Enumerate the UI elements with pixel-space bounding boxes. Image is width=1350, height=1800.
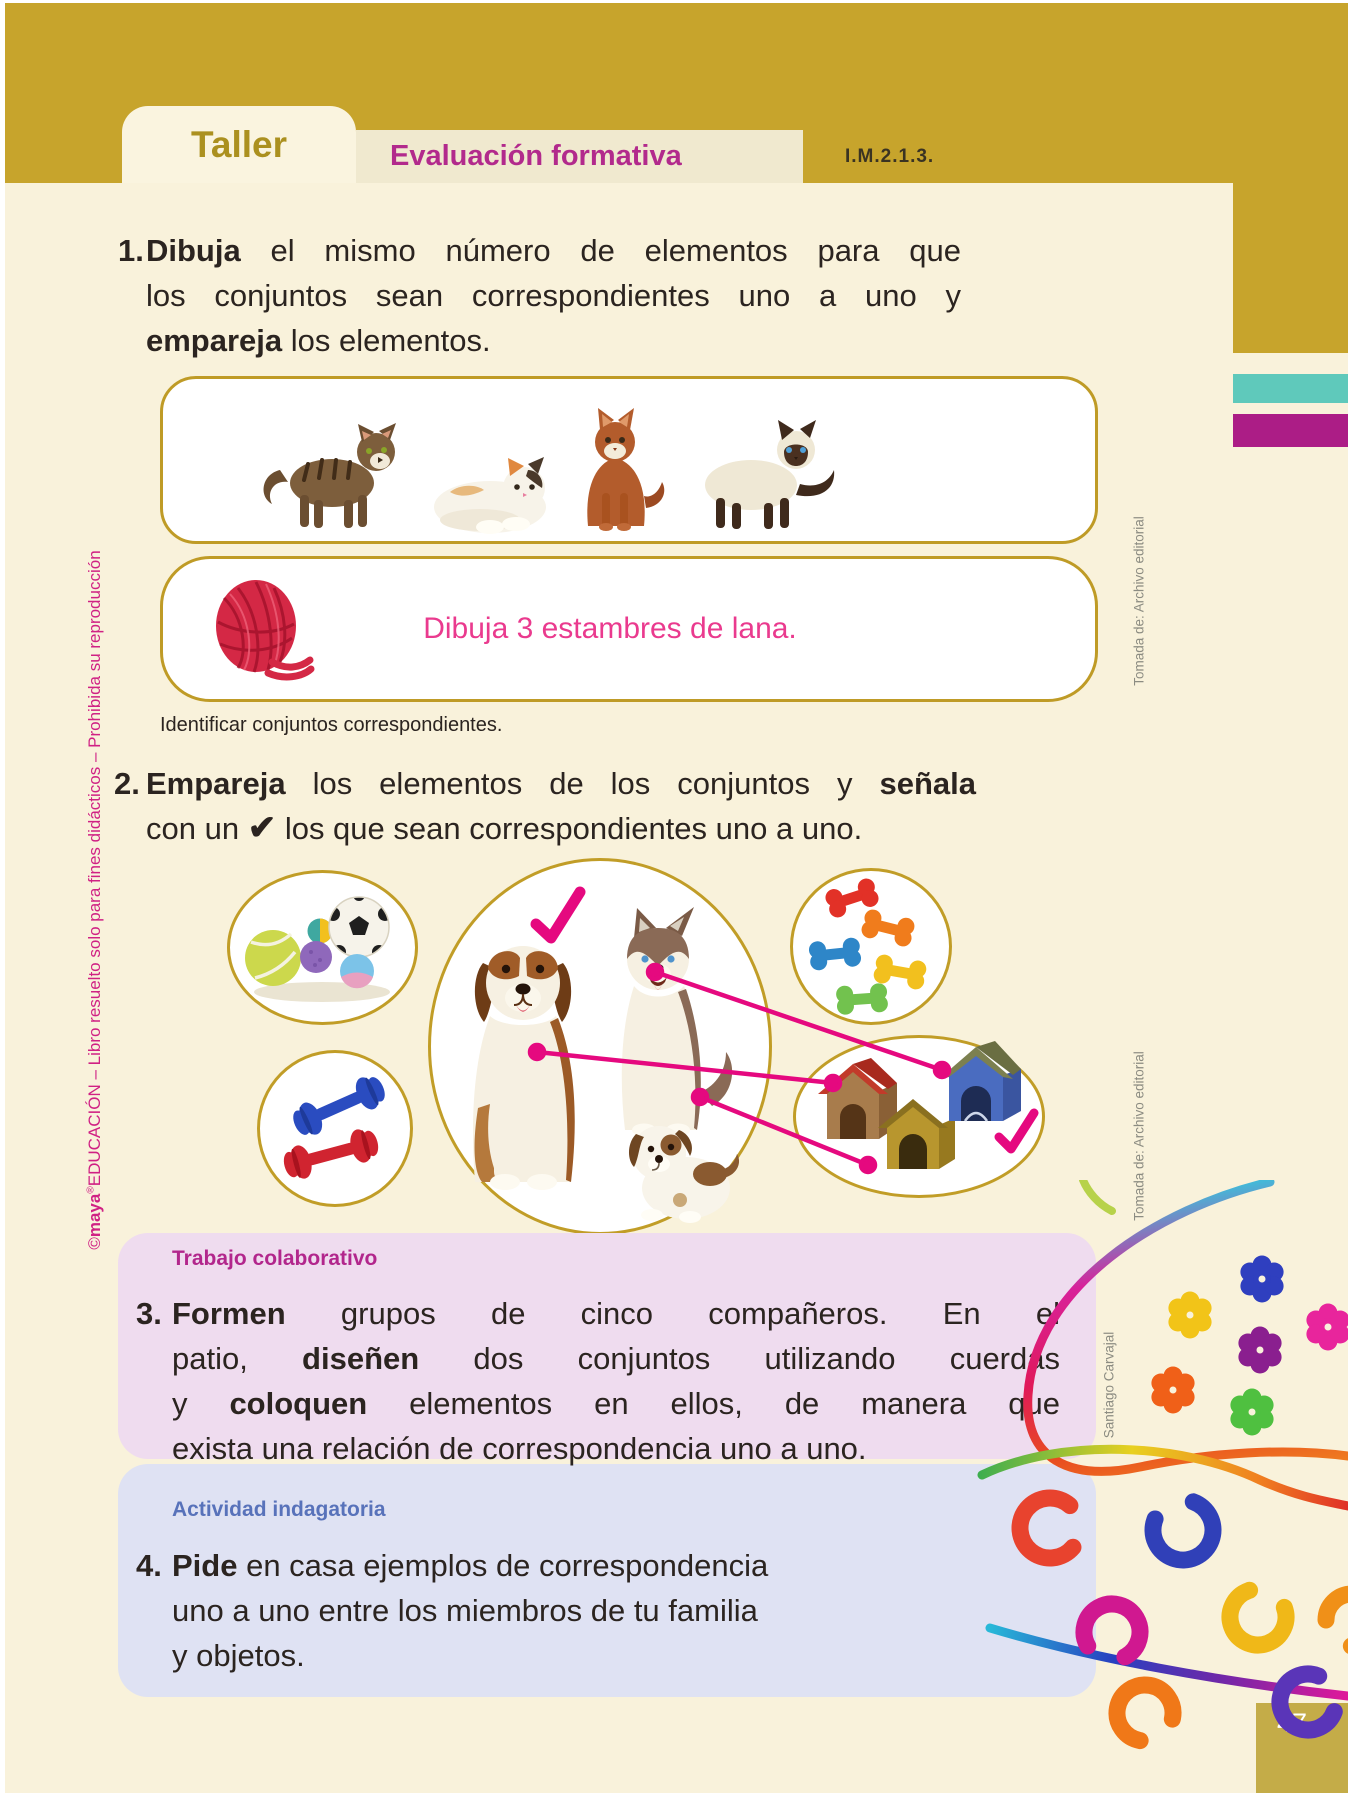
rope-decoration-icon	[940, 1180, 1348, 1793]
banner-evaluacion	[356, 130, 803, 183]
yarn-prompt: Dibuja 3 estambres de lana.	[423, 612, 797, 645]
exercise-2-number: 2.	[114, 766, 140, 801]
exercise-1-caption: Identificar conjuntos correspondientes.	[160, 714, 503, 736]
exercise-1-text: Dibuja el mismo número de elementos para que los conjuntos sean correspondientes uno a uno y empareja los elementos.	[146, 233, 961, 358]
registered-symbol: ®	[85, 1186, 97, 1194]
dog-house-blue	[939, 1041, 1021, 1121]
photo-credit-top: Tomada de: Archivo editorial	[1131, 516, 1147, 686]
dumbbell-blue	[288, 1071, 390, 1141]
dog-st-bernard	[473, 946, 575, 1190]
copyright-text: EDUCACIÓN – Libro resuelto solo para fines didácticos – Prohibida su reproducción	[85, 550, 104, 1187]
photo-credit-middle: Tomada de: Archivo editorial	[1131, 1051, 1147, 1221]
tab-label: Taller	[191, 123, 287, 165]
curriculum-code: I.M.2.1.3.	[845, 146, 935, 167]
check-mark-dogs-icon	[536, 892, 580, 938]
inquiry-heading: Actividad indagatoria	[172, 1498, 386, 1521]
exercise-4-text: Pide en casa ejemplos de correspondencia uno a uno entre los miembros de tu familia y objetos.	[172, 1548, 769, 1673]
exercise-1-number: 1.	[118, 233, 144, 268]
exercise-4-number: 4.	[136, 1548, 162, 1583]
toy-bones-icon	[790, 868, 952, 1025]
dogs-icon	[428, 858, 772, 1235]
dog-houses-icon	[793, 1035, 1045, 1198]
cat-orange-sitting-icon	[558, 398, 676, 540]
exercise-3-text: Formen grupos de cinco compañeros. En el patio, diseñen dos conjuntos utilizando cuerdas y coloquen elementos en ellos, de manera que exista una relación de correspondencia uno a uno.	[172, 1296, 1060, 1466]
bone-blue	[808, 937, 862, 971]
bone-green	[836, 983, 889, 1015]
copyright-sidebar	[85, 550, 105, 1249]
rope-end-green	[1083, 1180, 1112, 1211]
header-right-gold-block	[1233, 3, 1348, 353]
toy-balls-icon	[227, 870, 418, 1025]
teal-accent-bar	[1233, 374, 1348, 403]
dog-puppy	[629, 1126, 739, 1223]
cat-siamese-icon	[676, 400, 856, 537]
yarn-ball-icon	[210, 574, 315, 686]
dog-husky	[622, 907, 732, 1137]
dumbbell-toys-icon	[257, 1050, 413, 1207]
cat-tabby-icon	[252, 400, 422, 535]
exercise-2-text: Empareja los elementos de los conjuntos y señala con un ✔ los que sean correspondientes uno a uno.	[146, 766, 976, 847]
collaborative-heading: Trabajo colaborativo	[172, 1247, 378, 1270]
dumbbell-red	[280, 1125, 382, 1183]
page-number: 47	[1277, 1708, 1308, 1738]
illustration-credit: Santiago Carvajal	[1101, 1331, 1117, 1439]
c-ring-shapes	[1008, 1486, 1348, 1746]
copyright-symbol: ©	[85, 1237, 104, 1250]
flower-shapes	[1151, 1256, 1348, 1436]
tab-taller	[122, 106, 356, 183]
bone-orange	[860, 908, 917, 948]
cat-white-lying-icon	[420, 432, 570, 537]
exercise-3-number: 3.	[136, 1296, 162, 1331]
banner-label: Evaluación formativa	[390, 140, 682, 172]
magenta-accent-bar	[1233, 414, 1348, 447]
brand-name: maya	[85, 1193, 104, 1238]
